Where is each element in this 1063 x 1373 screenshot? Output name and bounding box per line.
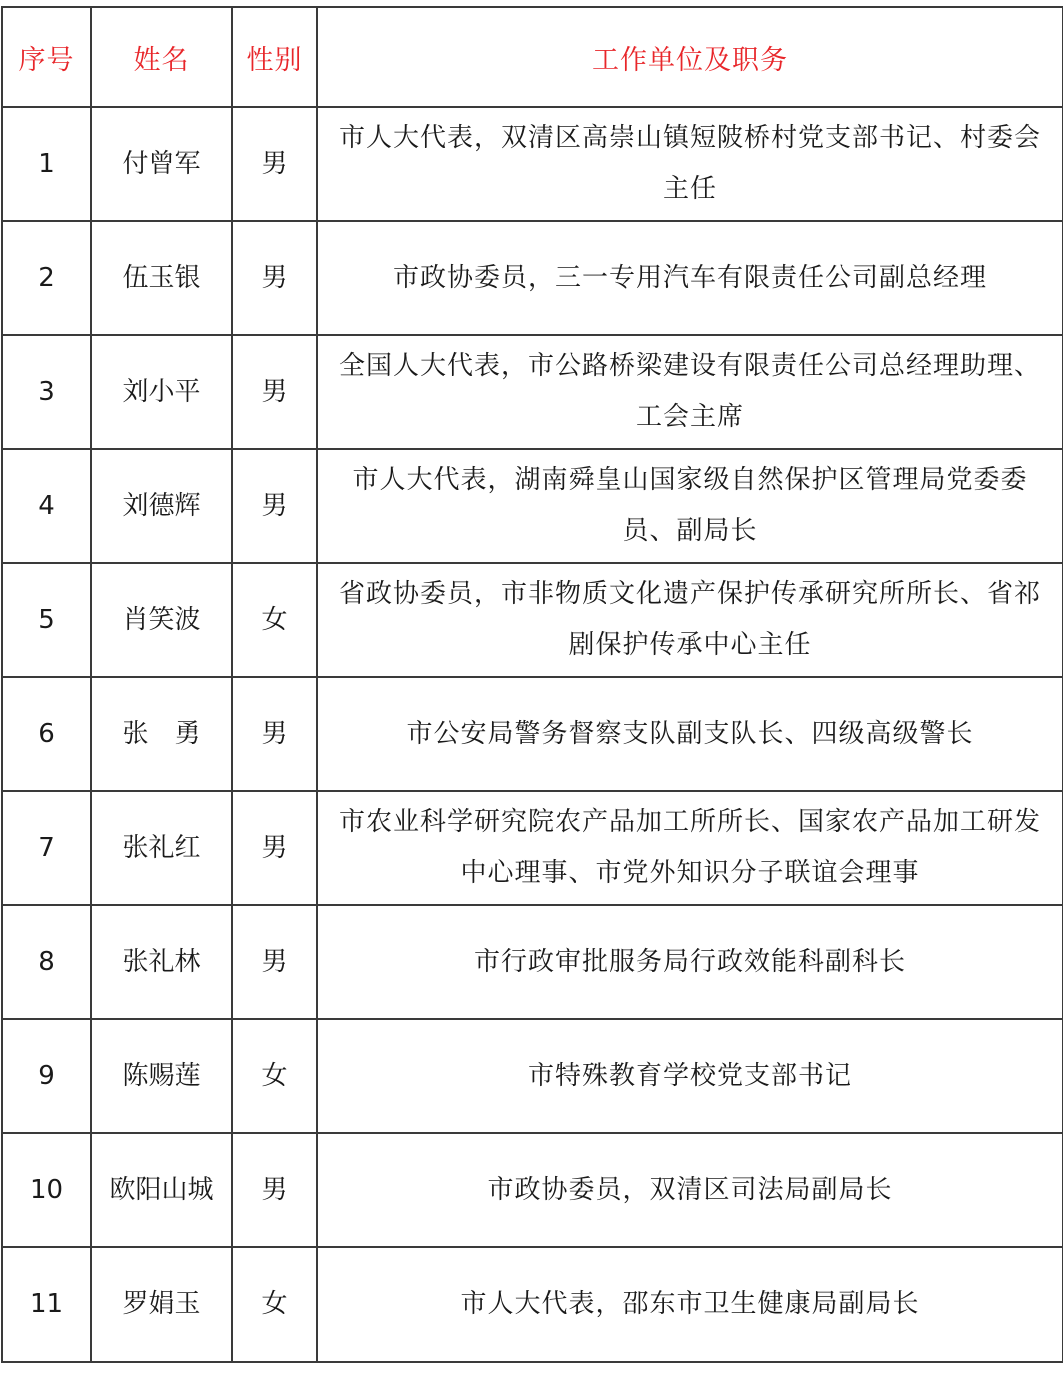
- cell-job: 省政协委员，市非物质文化遗产保护传承研究所所长、省祁剧保护传承中心主任: [317, 563, 1063, 677]
- cell-name: 张礼红: [91, 791, 232, 905]
- table-row: [2, 905, 1063, 1019]
- cell-number: 10: [2, 1133, 91, 1247]
- table-row: [2, 107, 1063, 221]
- cell-gender: 男: [232, 449, 317, 563]
- cell-gender: 男: [232, 1133, 317, 1247]
- cell-gender: 女: [232, 563, 317, 677]
- cell-name: 陈赐莲: [91, 1019, 232, 1133]
- cell-name: 欧阳山城: [91, 1133, 232, 1247]
- roster-table: [1, 6, 1063, 1363]
- cell-number: 8: [2, 905, 91, 1019]
- table-row: [2, 791, 1063, 905]
- cell-name: 张 勇: [91, 677, 232, 791]
- cell-number: 11: [2, 1247, 91, 1362]
- cell-gender: 男: [232, 905, 317, 1019]
- cell-name: 刘德辉: [91, 449, 232, 563]
- table-body: [2, 107, 1063, 1362]
- cell-name: 罗娟玉: [91, 1247, 232, 1362]
- cell-number: 2: [2, 221, 91, 335]
- cell-job: 市人大代表，邵东市卫生健康局副局长: [317, 1247, 1063, 1362]
- cell-gender: 男: [232, 791, 317, 905]
- cell-number: 9: [2, 1019, 91, 1133]
- cell-gender: 男: [232, 107, 317, 221]
- cell-job: 市人大代表，湖南舜皇山国家级自然保护区管理局党委委员、副局长: [317, 449, 1063, 563]
- cell-number: 7: [2, 791, 91, 905]
- table-row: [2, 335, 1063, 449]
- cell-gender: 男: [232, 221, 317, 335]
- cell-name: 伍玉银: [91, 221, 232, 335]
- table-row: [2, 1019, 1063, 1133]
- header-row: [2, 7, 1063, 107]
- table-row: [2, 221, 1063, 335]
- table-row: [2, 1133, 1063, 1247]
- cell-gender: 男: [232, 677, 317, 791]
- cell-job: 市特殊教育学校党支部书记: [317, 1019, 1063, 1133]
- cell-name: 张礼林: [91, 905, 232, 1019]
- cell-number: 6: [2, 677, 91, 791]
- cell-job: 市公安局警务督察支队副支队长、四级高级警长: [317, 677, 1063, 791]
- cell-gender: 男: [232, 335, 317, 449]
- cell-name: 肖笑波: [91, 563, 232, 677]
- table-row: [2, 563, 1063, 677]
- cell-gender: 女: [232, 1019, 317, 1133]
- header-gender: 性别: [232, 7, 317, 107]
- cell-gender: 女: [232, 1247, 317, 1362]
- cell-number: 4: [2, 449, 91, 563]
- cell-number: 3: [2, 335, 91, 449]
- cell-number: 1: [2, 107, 91, 221]
- cell-number: 5: [2, 563, 91, 677]
- table-row: [2, 449, 1063, 563]
- cell-job: 市人大代表，双清区高崇山镇短陂桥村党支部书记、村委会主任: [317, 107, 1063, 221]
- header-number: 序号: [2, 7, 91, 107]
- cell-job: 市行政审批服务局行政效能科副科长: [317, 905, 1063, 1019]
- table-row: [2, 677, 1063, 791]
- cell-job: 市政协委员，三一专用汽车有限责任公司副总经理: [317, 221, 1063, 335]
- cell-name: 付曾军: [91, 107, 232, 221]
- table-row: [2, 1247, 1063, 1362]
- cell-job: 市农业科学研究院农产品加工所所长、国家农产品加工研发中心理事、市党外知识分子联谊会理事: [317, 791, 1063, 905]
- header-job: 工作单位及职务: [317, 7, 1063, 107]
- cell-job: 市政协委员，双清区司法局副局长: [317, 1133, 1063, 1247]
- header-name: 姓名: [91, 7, 232, 107]
- cell-name: 刘小平: [91, 335, 232, 449]
- cell-job: 全国人大代表，市公路桥梁建设有限责任公司总经理助理、工会主席: [317, 335, 1063, 449]
